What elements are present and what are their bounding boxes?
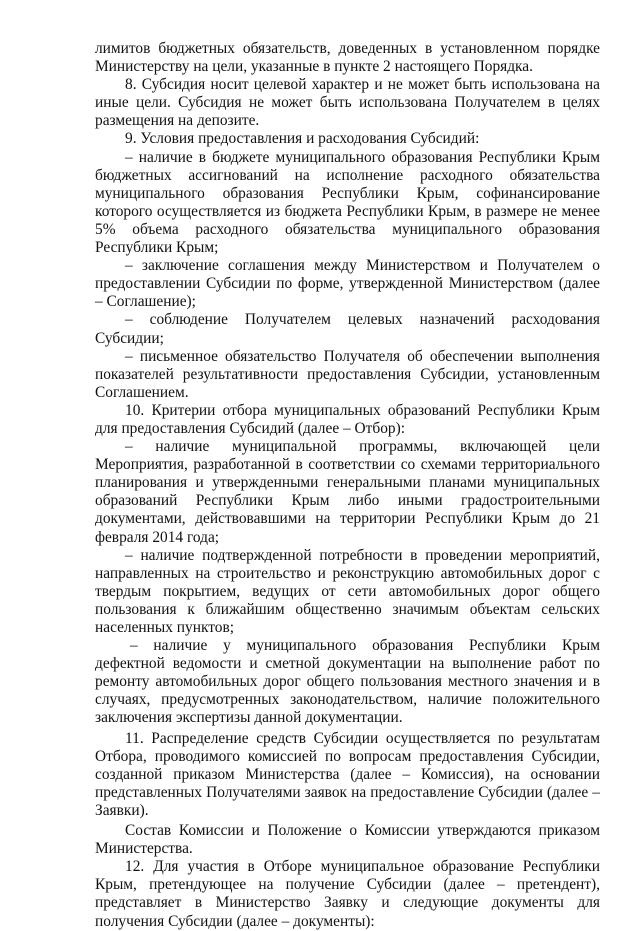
paragraph-condition-compliance: – соблюдение Получателем целевых назначений расходования Субсидии;	[95, 311, 600, 347]
paragraph-item-12: 12. Для участия в Отборе муниципальное образование Республики Крым, претендующее на получение Субсидии (далее – претендент), представляет в Министерство Заявку и следующие документы для получения Субсидии (далее – документы):	[95, 858, 600, 930]
paragraph-condition-agreement: – заключение соглашения между Министерством и Получателем о предоставлении Субсидии по форме, утвержденной Министерством (далее – Соглашение);	[95, 257, 600, 311]
paragraph-item-11: 11. Распределение средств Субсидии осуществляется по результатам Отбора, проводимого комиссией по вопросам предоставления Субсидии, созданной приказом Министерства (далее – Комиссия), на основании представленных Получателями заявок на предоставление Субсидии (далее – Заявки).	[95, 729, 600, 819]
paragraph-criterion-need: – наличие подтвержденной потребности в проведении мероприятий, направленных на строительство и реконструкцию автомобильных дорог с твердым покрытием, ведущих от сети автомобильных дорог общего пользования к ближайшим общественно значимым объектам сельских населенных пунктов;	[95, 546, 600, 636]
paragraph-criterion-program: – наличие муниципальной программы, включающей цели Мероприятия, разработанной в соответствии со схемами территориального планирования и утвержденными генеральными планами муниципальных образований Республики Крым либо иными градостроительными документами, действовавшими на территории Республики Крым до 21 февраля 2014 года;	[95, 438, 600, 546]
paragraph-item-8: 8. Субсидия носит целевой характер и не может быть использована на иные цели. Субсидия не может быть использована Получателем в целях размещения на депозите.	[95, 76, 600, 130]
document-body	[95, 40, 600, 931]
paragraph-condition-obligation: – письменное обязательство Получателя об обеспечении выполнения показателей результативности предоставления Субсидии, установленным Соглашением.	[95, 347, 600, 401]
paragraph-item-10-heading: 10. Критерии отбора муниципальных образований Республики Крым для предоставления Субсидий (далее – Отбор):	[95, 401, 600, 437]
paragraph-continuation: лимитов бюджетных обязательств, доведенных в установленном порядке Министерству на цели, указанные в пункте 2 настоящего Порядка.	[95, 40, 600, 76]
paragraph-criterion-documentation: – наличие у муниципального образования Республики Крым дефектной ведомости и сметной документации на выполнение работ по ремонту автомобильных дорог общего пользования местного значения и в случаях, предусмотренных законодательством, наличие положительного заключения экспертизы данной документации.	[95, 637, 600, 727]
paragraph-item-9-heading: 9. Условия предоставления и расходования Субсидий:	[125, 130, 480, 148]
paragraph-commission: Состав Комиссии и Положение о Комиссии утверждаются приказом Министерства.	[95, 822, 600, 858]
paragraph-condition-budget: – наличие в бюджете муниципального образования Республики Крым бюджетных ассигнований на исполнение расходного обязательства муниципального образования Республики Крым, софинансирование которого осуществляется из бюджета Республики Крым, в размере не менее 5% объема расходного обязательства муниципального образования Республики Крым;	[95, 148, 600, 257]
